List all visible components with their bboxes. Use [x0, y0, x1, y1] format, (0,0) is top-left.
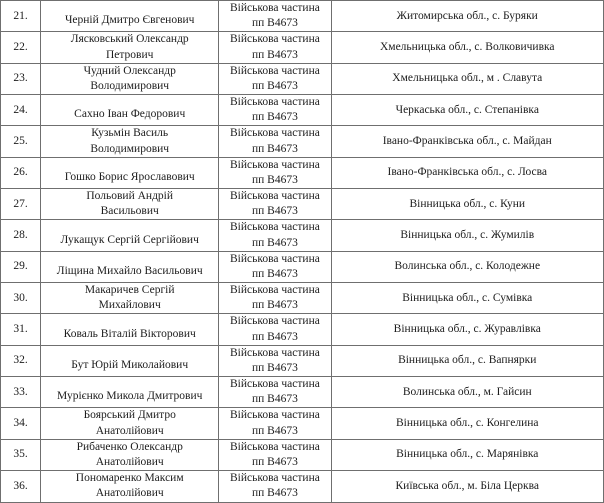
military-unit	[219, 32, 331, 63]
person-name	[41, 126, 219, 157]
row-number: 35.	[1, 439, 41, 470]
row-number: 33.	[1, 377, 41, 408]
row-number: 24.	[1, 95, 41, 126]
residence-place: Київська обл., м. Біла Церква	[331, 471, 603, 502]
military-unit-line1: Військова частина	[230, 158, 320, 171]
military-unit-line2: пп В4673	[252, 17, 298, 30]
person-name-line1: Боярський Дмитро	[83, 409, 176, 422]
row-number: 21.	[1, 1, 41, 32]
military-unit	[219, 377, 331, 408]
military-unit-line1: Військова частина	[230, 315, 320, 328]
row-number: 25.	[1, 126, 41, 157]
table-row	[1, 408, 604, 439]
row-number: 27.	[1, 189, 41, 220]
residence-place: Вінницька обл., с. Сумівка	[331, 283, 603, 314]
table-row	[1, 32, 604, 63]
military-unit	[219, 95, 331, 126]
person-name	[41, 251, 219, 282]
military-unit	[219, 283, 331, 314]
table-body	[1, 1, 604, 503]
table-row	[1, 126, 604, 157]
military-unit-line1: Військова частина	[230, 33, 320, 46]
military-unit	[219, 189, 331, 220]
residence-place: Івано-Франківська обл., с. Майдан	[331, 126, 603, 157]
person-name-line1: Пономаренко Максим	[75, 472, 184, 485]
residence-place: Вінницька обл., с. Конгелина	[331, 408, 603, 439]
person-name	[41, 408, 219, 439]
residence-place: Вінницька обл., с. Журавлівка	[331, 314, 603, 345]
residence-place: Вінницька обл., с. Куни	[331, 189, 603, 220]
person-name-line2: Михайлович	[98, 299, 161, 312]
row-number: 28.	[1, 220, 41, 251]
military-unit-line1: Військова частина	[230, 2, 320, 14]
person-name-line2: Ліщина Михайло Васильович	[56, 264, 203, 277]
table-row	[1, 345, 604, 376]
person-name-line1: Макаричев Сергій	[84, 284, 175, 297]
person-name-line2: Коваль Віталій Вікторович	[63, 327, 196, 340]
military-unit	[219, 471, 331, 502]
person-name-line2: Петрович	[105, 48, 154, 61]
person-name-line1: Лясковський Олександр	[70, 33, 189, 46]
person-name	[41, 63, 219, 94]
military-unit-line2: пп В4673	[252, 299, 298, 312]
row-number: 34.	[1, 408, 41, 439]
person-name	[41, 345, 219, 376]
residence-place: Черкаська обл., с. Степанівка	[331, 95, 603, 126]
military-unit	[219, 408, 331, 439]
military-unit-line2: пп В4673	[252, 424, 298, 437]
person-name	[41, 1, 219, 32]
person-name-line1: Рибаченко Олександр	[76, 440, 183, 453]
military-unit-line2: пп В4673	[252, 267, 298, 280]
table-row	[1, 220, 604, 251]
row-number: 31.	[1, 314, 41, 345]
person-name-line2: Лукащук Сергій Сергійович	[60, 233, 199, 246]
military-unit-line1: Військова частина	[230, 64, 320, 77]
row-number: 32.	[1, 345, 41, 376]
military-unit-line1: Військова частина	[230, 409, 320, 422]
residence-place: Вінницька обл., с. Вапнярки	[331, 345, 603, 376]
table-row	[1, 95, 604, 126]
row-number: 29.	[1, 251, 41, 282]
person-name-line1: Польовий Андрій	[86, 190, 174, 203]
military-unit-line2: пп В4673	[252, 142, 298, 155]
residence-place: Вінницька обл., с. Жумилів	[331, 220, 603, 251]
person-name-line2: Володимирович	[90, 79, 170, 92]
residence-place: Вінницька обл., с. Марянівка	[331, 439, 603, 470]
military-unit-line1: Військова частина	[230, 96, 320, 109]
military-unit-line1: Військова частина	[230, 472, 320, 485]
military-unit-line1: Військова частина	[230, 440, 320, 453]
person-name	[41, 314, 219, 345]
military-unit-line1: Військова частина	[230, 190, 320, 203]
military-unit-line2: пп В4673	[252, 111, 298, 124]
table-row	[1, 157, 604, 188]
residence-place: Волинська обл., м. Гайсин	[331, 377, 603, 408]
person-name	[41, 220, 219, 251]
military-unit-line1: Військова частина	[230, 284, 320, 297]
military-unit-line2: пп В4673	[252, 455, 298, 468]
table-row	[1, 471, 604, 502]
military-unit-line2: пп В4673	[252, 205, 298, 218]
military-unit-line1: Військова частина	[230, 127, 320, 140]
person-name	[41, 471, 219, 502]
residence-place: Волинська обл., с. Колодежне	[331, 251, 603, 282]
table-row	[1, 314, 604, 345]
military-unit-line1: Військова частина	[230, 221, 320, 234]
person-name	[41, 377, 219, 408]
person-name	[41, 32, 219, 63]
person-name-line2: Анатолійович	[95, 455, 164, 468]
row-number: 26.	[1, 157, 41, 188]
military-unit	[219, 314, 331, 345]
military-unit	[219, 1, 331, 32]
military-unit-line1: Військова частина	[230, 252, 320, 265]
table-row	[1, 377, 604, 408]
person-name-line2: Бут Юрій Миколайович	[71, 358, 189, 371]
table-row	[1, 63, 604, 94]
row-number: 30.	[1, 283, 41, 314]
military-unit-line2: пп В4673	[252, 79, 298, 92]
military-unit-line2: пп В4673	[252, 393, 298, 406]
person-name-line2: Гошко Борис Ярославович	[64, 170, 195, 183]
residence-place: Хмельницька обл., с. Волковичивка	[331, 32, 603, 63]
person-name-line2: Мурієнко Микола Дмитрович	[57, 390, 203, 403]
person-name	[41, 283, 219, 314]
military-unit-line2: пп В4673	[252, 48, 298, 61]
military-unit-line2: пп В4673	[252, 236, 298, 249]
military-unit	[219, 220, 331, 251]
row-number: 22.	[1, 32, 41, 63]
person-name-line2: Черній Дмитро Євгенович	[64, 14, 195, 27]
person-name	[41, 157, 219, 188]
military-unit-line2: пп В4673	[252, 361, 298, 374]
military-unit-line2: пп В4673	[252, 173, 298, 186]
person-name	[41, 189, 219, 220]
military-unit-line2: пп В4673	[252, 487, 298, 500]
military-unit	[219, 126, 331, 157]
military-unit-line1: Військова частина	[230, 378, 320, 391]
military-unit	[219, 157, 331, 188]
table-row	[1, 1, 604, 32]
person-name	[41, 95, 219, 126]
military-unit	[219, 63, 331, 94]
table-row	[1, 283, 604, 314]
person-name-line1: Кузьмін Василь	[91, 127, 169, 140]
person-name-line1: Чудний Олександр	[83, 64, 176, 77]
military-unit	[219, 345, 331, 376]
military-unit	[219, 251, 331, 282]
residence-place: Хмельницька обл., м . Славута	[331, 63, 603, 94]
person-name-line2: Володимирович	[90, 142, 170, 155]
table-row	[1, 251, 604, 282]
row-number: 36.	[1, 471, 41, 502]
row-number: 23.	[1, 63, 41, 94]
residence-place: Івано-Франківська обл., с. Лосва	[331, 157, 603, 188]
person-name-line2: Анатолійович	[95, 424, 164, 437]
table-row	[1, 189, 604, 220]
military-unit-line1: Військова частина	[230, 346, 320, 359]
person-name-line2: Васильович	[100, 205, 159, 218]
residence-place: Житомирська обл., с. Буряки	[331, 1, 603, 32]
person-name-line2: Сахно Іван Федорович	[74, 108, 186, 121]
military-unit-line2: пп В4673	[252, 330, 298, 343]
person-name-line2: Анатолійович	[95, 487, 164, 500]
